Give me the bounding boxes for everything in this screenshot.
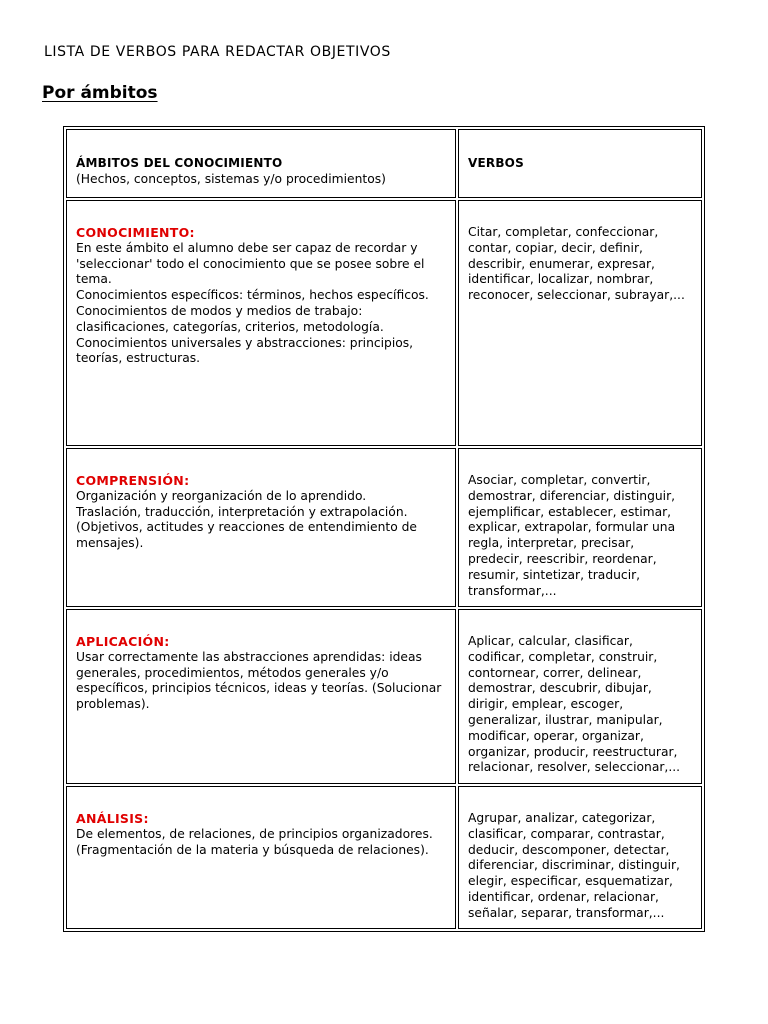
- verbs-list: Citar, completar, confeccionar, contar, copiar, decir, definir, describir, enumerar, expresar, identificar, localizar, nombrar, reconocer, seleccionar, subrayar,...: [468, 225, 685, 303]
- verbs-cell: [458, 786, 702, 929]
- header-cell-ambitos: [66, 129, 456, 198]
- verbs-cell: [458, 200, 702, 446]
- table-header-row: [66, 129, 702, 198]
- table-row: [66, 448, 702, 607]
- category-title: CONOCIMIENTO:: [76, 225, 195, 240]
- category-title: ANÁLISIS:: [76, 811, 149, 826]
- ambito-cell: [66, 609, 456, 784]
- document-title: LISTA DE VERBOS PARA REDACTAR OBJETIVOS: [44, 44, 391, 60]
- category-title: COMPRENSIÓN:: [76, 473, 190, 488]
- header-col1-title: ÁMBITOS DEL CONOCIMIENTO: [76, 156, 283, 170]
- ambito-cell: [66, 200, 456, 446]
- verbs-list: Asociar, completar, convertir, demostrar, diferenciar, distinguir, ejemplificar, establecer, estimar, explicar, extrapolar, formular una regla, interpretar, precisar, predecir, reescribir, reordenar, resumir, sintetizar, traducir, transformar,...: [468, 473, 676, 598]
- category-description: Usar correctamente las abstracciones aprendidas: ideas generales, procedimientos, métodos generales y/o específicos, principios técnicos, ideas y teorías. (Solucionar problemas).: [76, 649, 442, 712]
- section-title: Por ámbitos: [42, 83, 158, 103]
- header-cell-verbos: [458, 129, 702, 198]
- table-row: [66, 786, 702, 929]
- category-description: En este ámbito el alumno debe ser capaz de recordar y 'seleccionar' todo el conocimiento que se posee sobre el tema. Conocimientos específicos: términos, hechos específicos. Conocimientos de modos y medios de trabajo: clasificaciones, categorías, criterios, metodología. Conocimientos universales y abstracciones: principios, teorías, estructuras.: [76, 240, 429, 366]
- category-description: De elementos, de relaciones, de principios organizadores. (Fragmentación de la materia y búsqueda de relaciones).: [76, 826, 433, 857]
- header-col1-subtitle: (Hechos, conceptos, sistemas y/o procedimientos): [76, 171, 386, 186]
- verbs-table: [63, 126, 705, 932]
- verbs-cell: [458, 609, 702, 784]
- header-col2-title: VERBOS: [468, 156, 524, 170]
- verbs-list: Agrupar, analizar, categorizar, clasificar, comparar, contrastar, deducir, descomponer, detectar, diferenciar, discriminar, distinguir, elegir, especificar, esquematizar, identificar, ordenar, relacionar, señalar, separar, transformar,...: [468, 811, 680, 920]
- category-title: APLICACIÓN:: [76, 634, 170, 649]
- ambito-cell: [66, 786, 456, 929]
- verbs-list: Aplicar, calcular, clasificar, codificar, completar, construir, contornear, correr, delinear, demostrar, descubrir, dibujar, dirigir, emplear, escoger, generalizar, ilustrar, manipular, modificar, operar, organizar, organizar, producir, reestructurar, relacionar, resolver, seleccionar,...: [468, 634, 681, 775]
- verbs-cell: [458, 448, 702, 607]
- table-row: [66, 200, 702, 446]
- ambito-cell: [66, 448, 456, 607]
- category-description: Organización y reorganización de lo aprendido. Traslación, traducción, interpretación y extrapolación. (Objetivos, actitudes y reacciones de entendimiento de mensajes).: [76, 488, 417, 551]
- table-row: [66, 609, 702, 784]
